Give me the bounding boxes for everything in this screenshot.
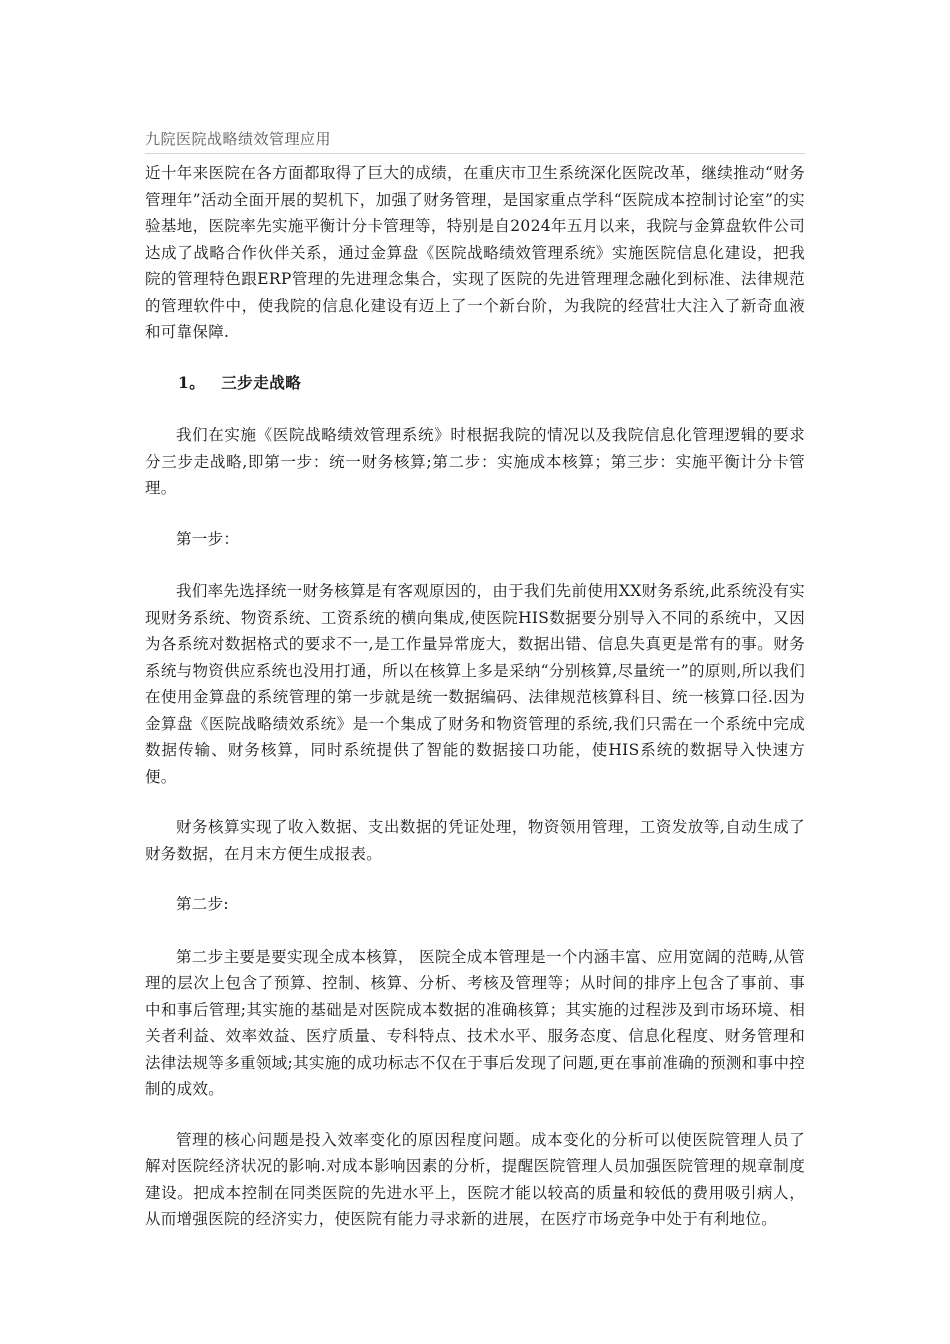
section-number: 1。 [178,372,206,392]
document-body [145,160,805,1257]
step2-label: 第二步: [176,895,229,913]
document-title: 九院医院战略绩效管理应用 [145,128,805,154]
step1-paragraph-1: 我们率先选择统一财务核算是有客观原因的，由于我们先前使用XX财务系统,此系统没有实现财务系统、物资系统、工资系统的横向集成,使医院HIS数据要分别导入不同的系统中，又因为各系统对数据格式的要求不一,是工作量异常庞大，数据出错、信息失真更是常有的事。财务系统与物资供应系统也没用打通，所以在核算上多是采纳“分别核算,尽量统一”的原则,所以我们在使用金算盘的系统管理的第一步就是统一数据编码、法律规范核算科目、统一核算口径.因为金算盘《医院战略绩效系统》是一个集成了财务和物资管理的系统,我们只需在一个系统中完成数据传输、财务核算，同时系统提供了智能的数据接口功能，使HIS系统的数据导入快速方便。 [145,582,805,786]
step1-label: 第一步： [176,529,240,548]
section-title: 三步走战略 [221,372,302,392]
section-heading [145,370,805,397]
section-intro-paragraph: 我们在实施《医院战略绩效管理系统》时根据我院的情况以及我院信息化管理逻辑的要求分三步走战略,即第一步：统一财务核算;第二步：实施成本核算；第三步：实施平衡计分卡管理。 [145,426,805,497]
step1-paragraph-2: 财务核算实现了收入数据、支出数据的凭证处理，物资领用管理，工资发放等,自动生成了财务数据，在月末方便生成报表。 [145,818,805,863]
intro-paragraph: 近十年来医院在各方面都取得了巨大的成绩，在重庆市卫生系统深化医院改革，继续推动“财务管理年”活动全面开展的契机下，加强了财务管理，是国家重点学科“医院成本控制讨论室”的实验基地，医院率先实施平衡计分卡管理等，特别是自2024年五月以来，我院与金算盘软件公司达成了战略合作伙伴关系，通过金算盘《医院战略绩效管理系统》实施医院信息化建设，把我院的管理特色跟ERP管理的先进理念集合，实现了医院的先进管理理念融化到标准、法律规范的管理软件中，使我院的信息化建设有迈上了一个新台阶，为我院的经营壮大注入了新奇血液和可靠保障. [145,164,805,341]
step2-paragraph-2: 管理的核心问题是投入效率变化的原因程度问题。成本变化的分析可以使医院管理人员了解对医院经济状况的影响.对成本影响因素的分析，提醒医院管理人员加强医院管理的规章制度建设。把成本控制在同类医院的先进水平上，医院才能以较高的质量和较低的费用吸引病人，从而增强医院的经济实力，使医院有能力寻求新的进展，在医疗市场竞争中处于有利地位。 [145,1130,805,1228]
step2-paragraph-1: 第二步主要是要实现全成本核算， 医院全成本管理是一个内涵丰富、应用宽阔的范畴,从管理的层次上包含了预算、控制、核算、分析、考核及管理等；从时间的排序上包含了事前、事中和事后管理;其实施的基础是对医院成本数据的准确核算；其实施的过程涉及到市场环境、相关者利益、效率效益、医疗质量、专科特点、技术水平、服务态度、信息化程度、财务管理和法律法规等多重领域;其实施的成功标志不仅在于事后发现了问题,更在事前准确的预测和事中控制的成效。 [145,947,805,1098]
